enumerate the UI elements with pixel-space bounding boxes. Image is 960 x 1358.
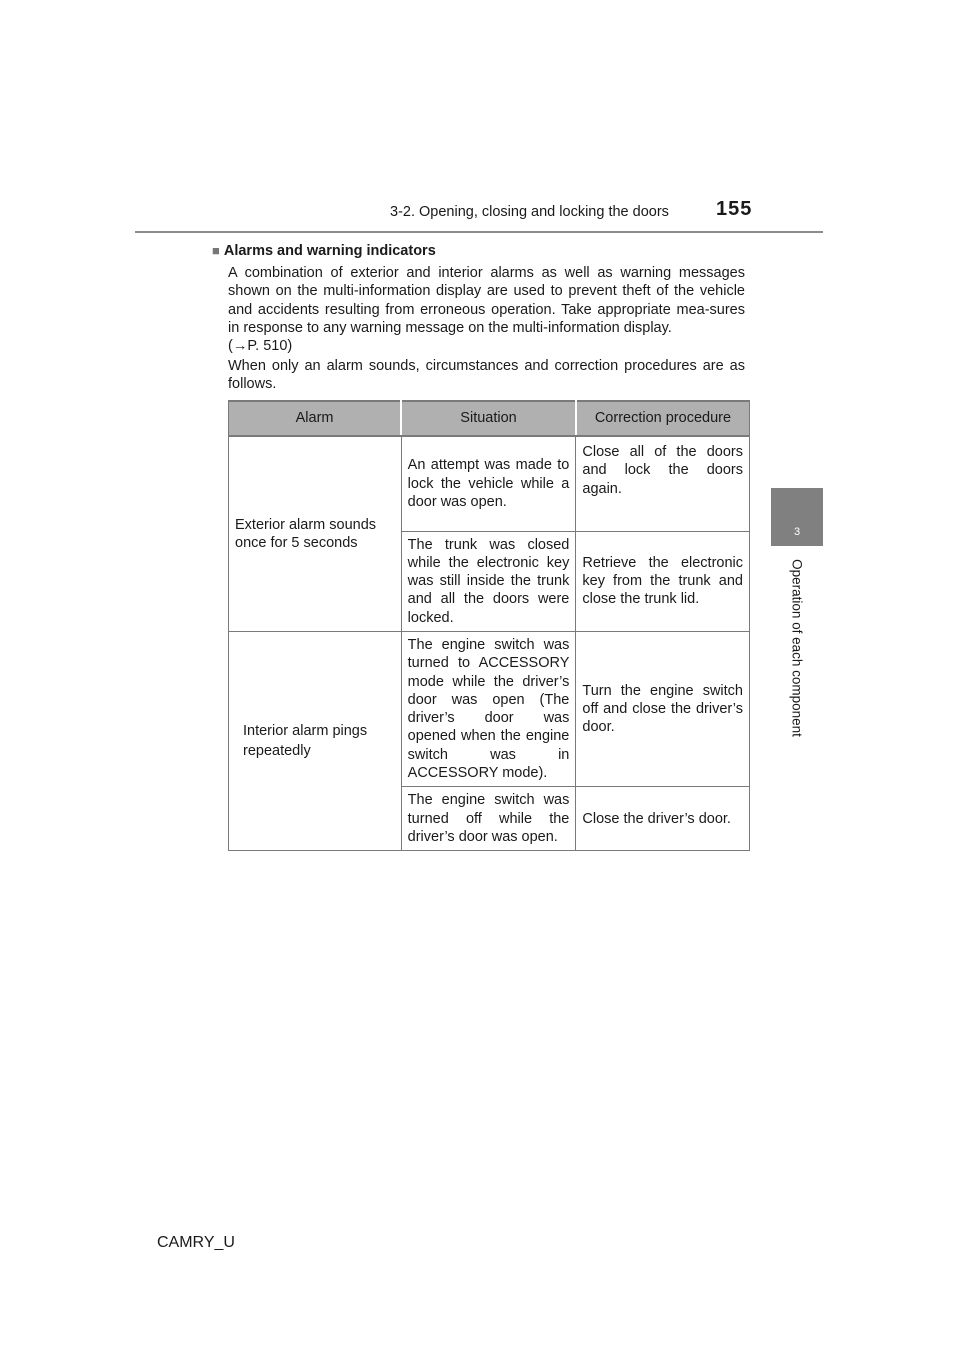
footer-model-code: CAMRY_U: [157, 1234, 235, 1251]
correction-cell: Close the driver’s door.: [576, 787, 750, 851]
followup-paragraph: When only an alarm sounds, circumstances and correction procedures are as follows.: [228, 358, 745, 393]
correction-cell: Retrieve the electronic key from the trunk and close the trunk lid.: [576, 531, 750, 631]
table-header-row: [229, 401, 750, 436]
column-header-situation: Situation: [401, 401, 576, 436]
header-divider: [135, 231, 823, 233]
table-row: [229, 631, 750, 786]
square-bullet-icon: ■: [212, 243, 220, 258]
chapter-tab: [771, 488, 823, 546]
chapter-number: 3: [793, 526, 801, 538]
running-header-title: 3-2. Opening, closing and locking the doors: [390, 204, 669, 220]
intro-paragraph-text: A combination of exterior and interior alarms as well as warning messages shown on the multi-information display are used to prevent theft of the vehicle and accidents resulting from erroneous operation. Take appropriate mea-sures in response to any warning message on the multi-information display.: [228, 265, 745, 336]
section-heading-text: Alarms and warning indicators: [223, 243, 436, 259]
chapter-title: Operation of each component: [789, 559, 805, 737]
alarm-cell: Interior alarm pings repeatedly: [229, 631, 402, 850]
section-heading: [212, 243, 436, 259]
intro-paragraph: [228, 264, 745, 355]
correction-cell: Close all of the doors and lock the doors again.: [576, 436, 750, 531]
page-reference-link[interactable]: (→P. 510): [228, 338, 293, 355]
column-header-correction: Correction procedure: [576, 401, 750, 436]
situation-cell: The engine switch was turned off while the driver’s door was open.: [401, 787, 576, 851]
situation-cell: An attempt was made to lock the vehicle while a door was open.: [401, 436, 576, 531]
table-row: [229, 436, 750, 531]
alarm-cell: Exterior alarm sounds once for 5 seconds: [229, 436, 402, 631]
correction-cell: Turn the engine switch off and close the driver’s door.: [576, 631, 750, 786]
column-header-alarm: Alarm: [229, 401, 402, 436]
page-number: 155: [716, 198, 753, 220]
situation-cell: The trunk was closed while the electronic key was still inside the trunk and all the doors were locked.: [401, 531, 576, 631]
situation-cell: The engine switch was turned to ACCESSORY mode while the driver’s door was open (The driver’s door was opened when the engine switch was in ACCESSORY mode).: [401, 631, 576, 786]
chapter-side-label: [771, 548, 823, 748]
alarm-table: [228, 400, 750, 851]
